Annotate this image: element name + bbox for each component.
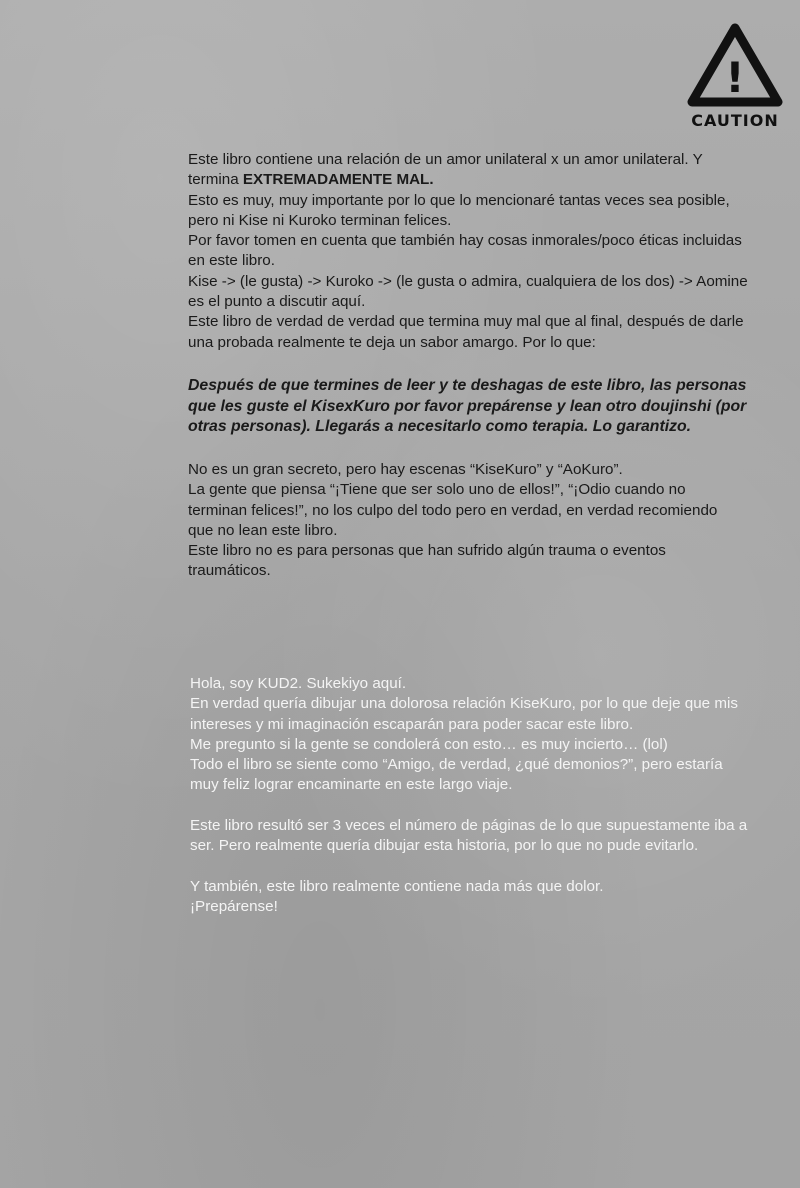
warning-line: Este libro de verdad de verdad que termina muy mal que al final, después de darle [188, 313, 744, 331]
warning-line: en este libro. [188, 252, 275, 270]
emphasis-line: otras personas). Llegarás a necesitarlo como terapia. Lo garantizo. [188, 418, 692, 435]
warning-line [188, 170, 790, 190]
emphasis-paragraph [188, 376, 790, 438]
warning-text [188, 150, 790, 353]
author-note-line: ser. Pero realmente quería dibujar esta historia, por lo que no pude evitarlo. [190, 837, 699, 855]
author-note-line: Este libro resultó ser 3 veces el número de páginas de lo que supuestamente iba a [190, 817, 748, 835]
caution-badge [684, 22, 786, 132]
secondary-warning-line: Este libro no es para personas que han sufrido algún trauma o eventos [188, 542, 666, 560]
caution-label: CAUTION [691, 111, 779, 130]
warning-line-text: termina [188, 171, 243, 189]
paragraph-gap [190, 857, 792, 877]
author-note-line: intereses y mi imaginación escaparán para poder sacar este libro. [190, 715, 634, 733]
emphasis-line: que les guste el KisexKuro por favor prepárense y lean otro doujinshi (por [188, 397, 747, 415]
author-note-line: Todo el libro se siente como “Amigo, de verdad, ¿qué demonios?”, pero estaría [190, 756, 723, 774]
warning-line: es el punto a discutir aquí. [188, 293, 366, 311]
secondary-warning-line: La gente que piensa “¡Tiene que ser solo uno de ellos!”, “¡Odio cuando no [188, 481, 686, 499]
secondary-warning-line: No es un gran secreto, pero hay escenas “KiseKuro” y “AoKuro”. [188, 461, 623, 478]
secondary-warning-line: que no lean este libro. [188, 521, 338, 539]
warning-line: Kise -> (le gusta) -> Kuroko -> (le gusta o admira, cualquiera de los dos) -> Aomine [188, 272, 748, 290]
paragraph-gap [190, 796, 792, 816]
secondary-warning [188, 460, 790, 582]
author-note-line: En verdad quería dibujar una dolorosa relación KiseKuro, por lo que deje que mis [190, 695, 738, 713]
author-note-line: Hola, soy KUD2. Sukekiyo aquí. [190, 675, 407, 692]
secondary-warning-line: traumáticos. [188, 562, 271, 580]
author-note-line: ¡Prepárense! [190, 898, 278, 916]
author-note-line: Me pregunto si la gente se condolerá con esto… es muy incierto… (lol) [190, 735, 668, 753]
warning-line: pero ni Kise ni Kuroko terminan felices. [188, 211, 452, 229]
warning-line: Este libro contiene una relación de un amor unilateral x un amor unilateral. Y [188, 151, 703, 168]
secondary-warning-line: terminan felices!”, no los culpo del todo pero en verdad, en verdad recomiendo [188, 501, 718, 519]
warning-line: Esto es muy, muy importante por lo que lo mencionaré tantas veces sea posible, [188, 191, 730, 209]
author-note-line: muy feliz lograr encaminarte en este largo viaje. [190, 776, 513, 794]
warning-line: Por favor tomen en cuenta que también hay cosas inmorales/poco éticas incluidas [188, 232, 742, 250]
caution-exclamation: ! [725, 53, 745, 102]
author-note-line: Y también, este libro realmente contiene nada más que dolor. [190, 877, 604, 895]
emphasis-line: Después de que termines de leer y te deshagas de este libro, las personas [188, 377, 747, 394]
warning-line: una probada realmente te deja un sabor amargo. Por lo que: [188, 333, 596, 351]
author-note [190, 674, 792, 918]
warning-bold-text: EXTREMADAMENTE MAL. [242, 171, 434, 189]
warning-triangle-icon [684, 22, 786, 114]
